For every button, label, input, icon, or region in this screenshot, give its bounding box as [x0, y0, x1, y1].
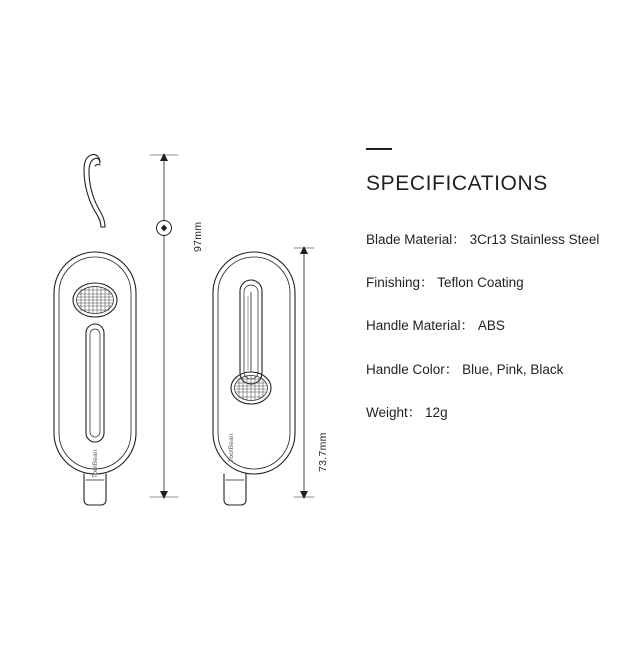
dimension-line-73.7mm: [294, 246, 314, 499]
spec-value: 3Cr13 Stainless Steel: [469, 232, 600, 247]
spec-separator: ：: [444, 361, 459, 377]
dimension-label-total-height: 97mm: [192, 221, 204, 252]
spec-value: Blue, Pink, Black: [462, 361, 564, 377]
spec-value: Teflon Coating: [437, 275, 524, 291]
right-product-logo: ToolBean: [228, 433, 235, 462]
spec-row-finishing: [366, 275, 628, 291]
carabiner-hook-icon: [84, 154, 105, 227]
dimension-line-97mm: [150, 153, 178, 499]
spec-value: 12g: [425, 404, 448, 420]
diamond-marker-icon: [157, 221, 172, 236]
spec-separator: ：: [452, 232, 466, 247]
specifications-title: SPECIFICATIONS: [366, 172, 548, 195]
specifications-rule: [366, 148, 392, 150]
left-product-logo: ToolBean: [92, 449, 99, 478]
right-unit-body: [213, 252, 295, 505]
spec-row-handle-material: [366, 318, 628, 334]
spec-key: Handle Material: [366, 318, 461, 334]
spec-separator: ：: [460, 318, 475, 334]
spec-key: Handle Color: [366, 361, 445, 377]
spec-separator: ：: [407, 404, 422, 420]
specifications-panel: [366, 148, 628, 421]
spec-key: Blade Material: [366, 232, 453, 247]
dimension-label-body-height: 73.7mm: [317, 432, 329, 472]
spec-row-blade-material: [366, 232, 628, 248]
spec-value: ABS: [477, 318, 505, 334]
spec-row-weight: [366, 405, 628, 421]
spec-row-handle-color: [366, 362, 628, 378]
spec-key: Weight: [366, 404, 408, 420]
spec-key: Finishing: [366, 275, 421, 291]
spec-separator: ：: [420, 275, 434, 291]
